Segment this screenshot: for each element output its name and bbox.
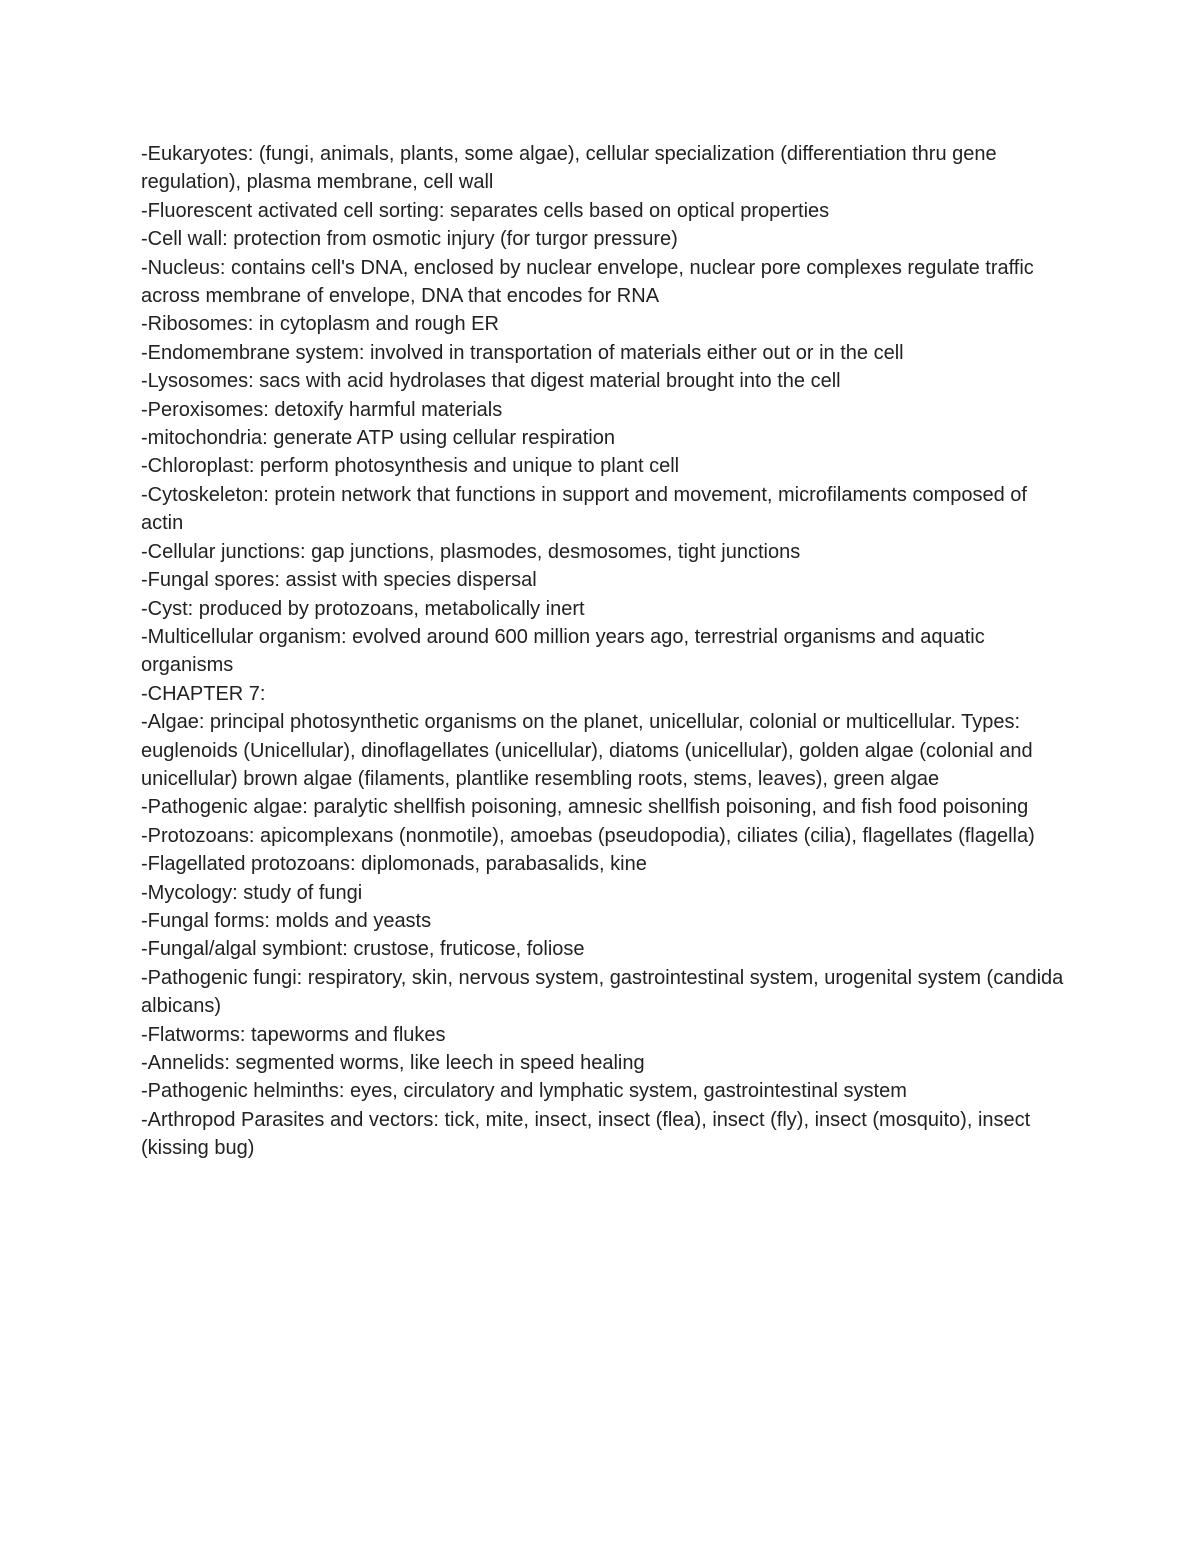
note-multicellular: -Multicellular organism: evolved around 600 million years ago, terrestrial organisms and aquatic organisms <box>141 625 985 677</box>
note-ribosomes: -Ribosomes: in cytoplasm and rough ER <box>141 313 499 336</box>
note-fluorescent-sorting: -Fluorescent activated cell sorting: separates cells based on optical properties <box>141 199 830 222</box>
note-arthropod-parasites: -Arthropod Parasites and vectors: tick, mite, insect, insect (flea), insect (fly), insect (mosquito), insect (kissing bug) <box>141 1108 1031 1160</box>
note-flatworms: -Flatworms: tapeworms and flukes <box>141 1023 446 1046</box>
note-cellular-junctions: -Cellular junctions: gap junctions, plasmodes, desmosomes, tight junctions <box>141 540 801 563</box>
note-fungal-spores: -Fungal spores: assist with species dispersal <box>141 569 537 592</box>
note-nucleus: -Nucleus: contains cell's DNA, enclosed by nuclear envelope, nuclear pore complexes regulate traffic across membrane of envelope, DNA that encodes for RNA <box>141 256 1034 308</box>
note-fungal-algal-symbiont: -Fungal/algal symbiont: crustose, fruticose, foliose <box>141 938 585 961</box>
chapter-heading: -CHAPTER 7: <box>141 682 266 705</box>
note-fungal-forms: -Fungal forms: molds and yeasts <box>141 909 432 932</box>
note-cell-wall: -Cell wall: protection from osmotic injury (for turgor pressure) <box>141 228 678 251</box>
note-pathogenic-algae: -Pathogenic algae: paralytic shellfish poisoning, amnesic shellfish poisoning, and fish food poisoning <box>141 796 1029 819</box>
note-lysosomes: -Lysosomes: sacs with acid hydrolases that digest material brought into the cell <box>141 370 841 393</box>
notes-body <box>141 140 1071 1163</box>
note-pathogenic-helminths: -Pathogenic helminths: eyes, circulatory and lymphatic system, gastrointestinal system <box>141 1080 907 1103</box>
note-annelids: -Annelids: segmented worms, like leech in speed healing <box>141 1052 645 1074</box>
note-flagellated-protozoans: -Flagellated protozoans: diplomonads, parabasalids, kine <box>141 853 647 876</box>
note-protozoans: -Protozoans: apicomplexans (nonmotile), amoebas (pseudopodia), ciliates (cilia), flagellates (flagella) <box>141 824 1035 847</box>
note-cyst: -Cyst: produced by protozoans, metabolically inert <box>141 597 585 620</box>
note-chloroplast: -Chloroplast: perform photosynthesis and unique to plant cell <box>141 455 680 478</box>
note-cytoskeleton: -Cytoskeleton: protein network that functions in support and movement, microfilaments composed of actin <box>141 483 1027 535</box>
note-algae: -Algae: principal photosynthetic organisms on the planet, unicellular, colonial or multicellular. Types: euglenoids (Unicellular), dinoflagellates (unicellular), diatoms (unicellular), golden algae (colonial and unicellular) brown algae (filaments, plantlike resembling roots, stems, leaves), green algae <box>141 711 1033 790</box>
note-peroxisomes: -Peroxisomes: detoxify harmful materials <box>141 398 503 421</box>
note-eukaryotes: -Eukaryotes: (fungi, animals, plants, some algae), cellular specialization (differentiation thru gene regulation), plasma membrane, cell wall <box>141 143 997 194</box>
note-endomembrane: -Endomembrane system: involved in transportation of materials either out or in the cell <box>141 341 904 364</box>
note-mitochondria: -mitochondria: generate ATP using cellular respiration <box>141 427 615 450</box>
note-mycology: -Mycology: study of fungi <box>141 881 363 904</box>
note-pathogenic-fungi: -Pathogenic fungi: respiratory, skin, nervous system, gastrointestinal system, urogenital system (candida albicans) <box>141 966 1064 1018</box>
